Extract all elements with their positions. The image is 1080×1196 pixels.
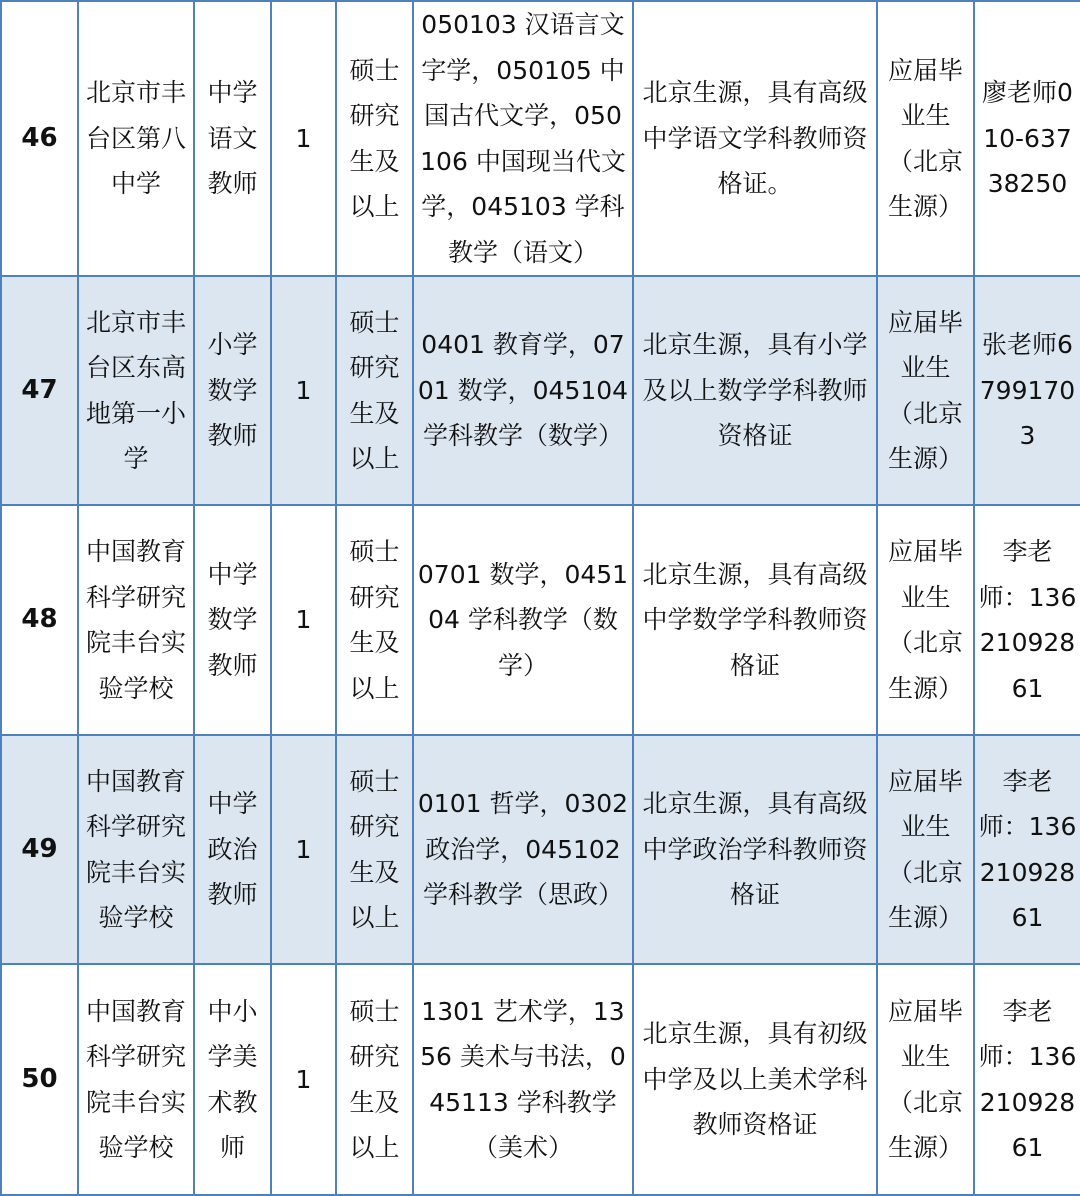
major-cell: 050103 汉语言文字学，050105 中国古代文学，050106 中国现当代文学，045103 学科教学（语文）: [413, 1, 633, 276]
count-cell: 1: [271, 505, 336, 735]
table-row: [1, 505, 1080, 735]
target-cell: 应届毕业生（北京生源）: [877, 505, 974, 735]
education-cell: 硕士研究生及以上: [336, 505, 413, 735]
employer-cell: 北京市丰台区东高地第一小学: [78, 276, 194, 505]
position-cell: 中学政治教师: [194, 735, 271, 964]
major-cell: 1301 艺术学，1356 美术与书法，045113 学科教学（美术）: [413, 964, 633, 1195]
count-cell: 1: [271, 276, 336, 505]
position-cell: 小学数学教师: [194, 276, 271, 505]
position-cell: 中学语文教师: [194, 1, 271, 276]
major-cell: 0101 哲学，0302 政治学，045102 学科教学（思政）: [413, 735, 633, 964]
requirement-cell: 北京生源，具有初级中学及以上美术学科教师资格证: [633, 964, 877, 1195]
row-number: 50: [1, 964, 78, 1195]
employer-cell: 中国教育科学研究院丰台实验学校: [78, 964, 194, 1195]
target-cell: 应届毕业生（北京生源）: [877, 735, 974, 964]
target-cell: 应届毕业生（北京生源）: [877, 964, 974, 1195]
target-cell: 应届毕业生（北京生源）: [877, 276, 974, 505]
requirement-cell: 北京生源，具有高级中学政治学科教师资格证: [633, 735, 877, 964]
count-cell: 1: [271, 964, 336, 1195]
major-cell: 0401 教育学，0701 数学，045104 学科教学（数学）: [413, 276, 633, 505]
contact-cell: 李老师：13621092861: [974, 964, 1080, 1195]
row-number: 49: [1, 735, 78, 964]
requirement-cell: 北京生源，具有高级中学数学学科教师资格证: [633, 505, 877, 735]
count-cell: 1: [271, 735, 336, 964]
table-row: [1, 276, 1080, 505]
contact-cell: 李老师：13621092861: [974, 505, 1080, 735]
row-number: 48: [1, 505, 78, 735]
count-cell: 1: [271, 1, 336, 276]
major-cell: 0701 数学，045104 学科教学（数学）: [413, 505, 633, 735]
contact-cell: 廖老师010-63738250: [974, 1, 1080, 276]
requirement-cell: 北京生源，具有小学及以上数学学科教师资格证: [633, 276, 877, 505]
employer-cell: 中国教育科学研究院丰台实验学校: [78, 735, 194, 964]
education-cell: 硕士研究生及以上: [336, 276, 413, 505]
contact-cell: 张老师67991703: [974, 276, 1080, 505]
contact-cell: 李老师：13621092861: [974, 735, 1080, 964]
employer-cell: 北京市丰台区第八中学: [78, 1, 194, 276]
education-cell: 硕士研究生及以上: [336, 735, 413, 964]
target-cell: 应届毕业生（北京生源）: [877, 1, 974, 276]
employer-cell: 中国教育科学研究院丰台实验学校: [78, 505, 194, 735]
row-number: 47: [1, 276, 78, 505]
row-number: 46: [1, 1, 78, 276]
table-row: [1, 735, 1080, 964]
education-cell: 硕士研究生及以上: [336, 964, 413, 1195]
education-cell: 硕士研究生及以上: [336, 1, 413, 276]
requirement-cell: 北京生源，具有高级中学语文学科教师资格证。: [633, 1, 877, 276]
table-row: [1, 1, 1080, 276]
position-cell: 中小学美术教师: [194, 964, 271, 1195]
table-row: [1, 964, 1080, 1195]
position-cell: 中学数学教师: [194, 505, 271, 735]
